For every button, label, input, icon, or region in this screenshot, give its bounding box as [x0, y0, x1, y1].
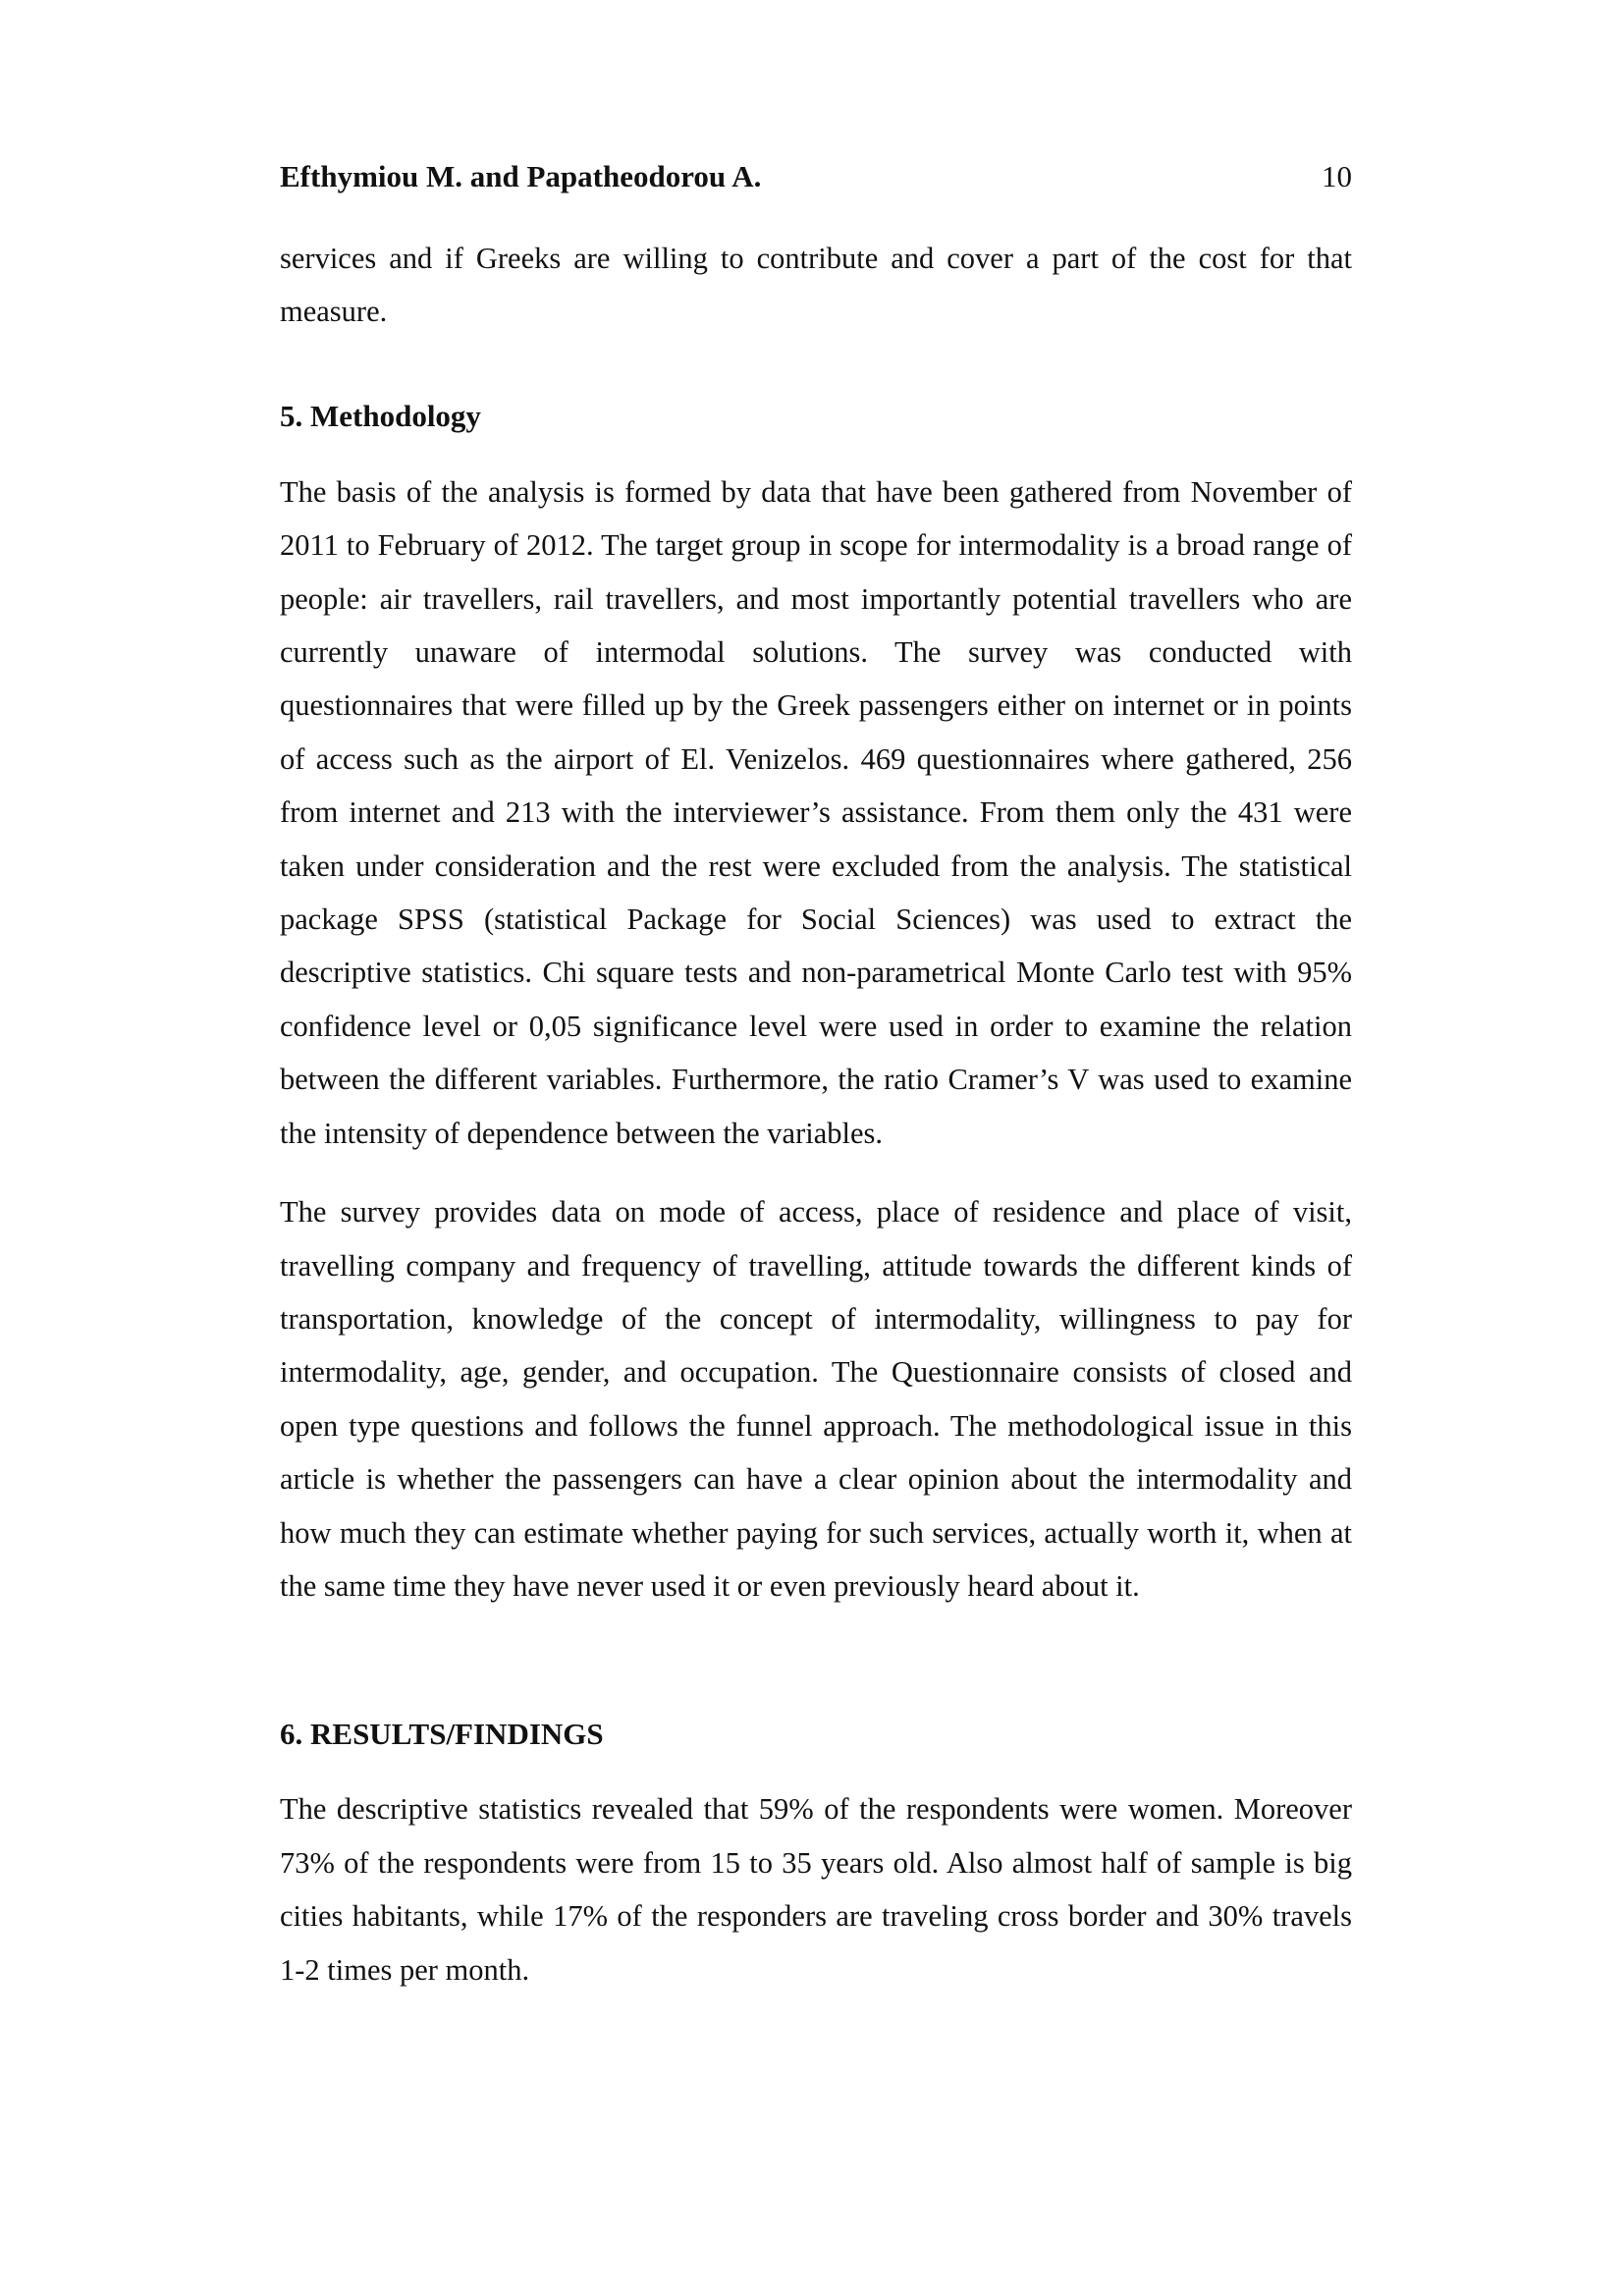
running-header [280, 155, 1352, 198]
running-head-authors: Efthymiou M. and Papatheodorou A. [280, 159, 762, 193]
section-heading-results: 6. RESULTS/FINDINGS [280, 1717, 604, 1752]
page-number: 10 [1322, 159, 1352, 193]
page-content [280, 155, 1352, 1996]
methodology-paragraph: The basis of the analysis is formed by data that have been gathered from November of 2011 to February of 2012. The target group in scope for intermodality is a broad range of people: air travellers, rail travellers, and most importantly potential travellers who are currently unaware of intermodal solutions. The survey was conducted with questionnaires that were filled up by the Greek passengers either on internet or in points of access such as the airport of El. Venizelos. 469 questionnaires where gathered, 256 from internet and 213 with the interviewer’s assistance. From them only the 431 were taken under consideration and the rest were excluded from the analysis. The statistical package SPSS (statistical Package for Social Sciences) was used to extract the descriptive statistics. Chi square tests and non-parametrical Monte Carlo test with 95% confidence level or 0,05 significance level were used in order to examine the relation between the different variables. Furthermore, the ratio Cramer’s V was used to examine the intensity of dependence between the variables. [280, 474, 1352, 1150]
carryover-paragraph: services and if Greeks are willing to contribute and cover a part of the cost for that measure. [280, 242, 1352, 329]
results-paragraph: The descriptive statistics revealed that 59% of the respondents were women. Moreover 73% of the respondents were from 15 to 35 years old. Also almost half of sample is big cities habitants, while 17% of the responders are traveling cross border and 30% travels 1-2 times per month. [280, 1792, 1352, 1987]
section-heading-methodology: 5. Methodology [280, 398, 481, 433]
survey-paragraph: The survey provides data on mode of access, place of residence and place of visit, travelling company and frequency of travelling, attitude towards the different kinds of transportation, knowledge of the concept of intermodality, willingness to pay for intermodality, age, gender, and occupation. The Questionnaire consists of closed and open type questions and follows the funnel approach. The methodological issue in this article is whether the passengers can have a clear opinion about the intermodality and how much they can estimate whether paying for such services, actually worth it, when at the same time they have never used it or even previously heard about it. [280, 1195, 1352, 1603]
